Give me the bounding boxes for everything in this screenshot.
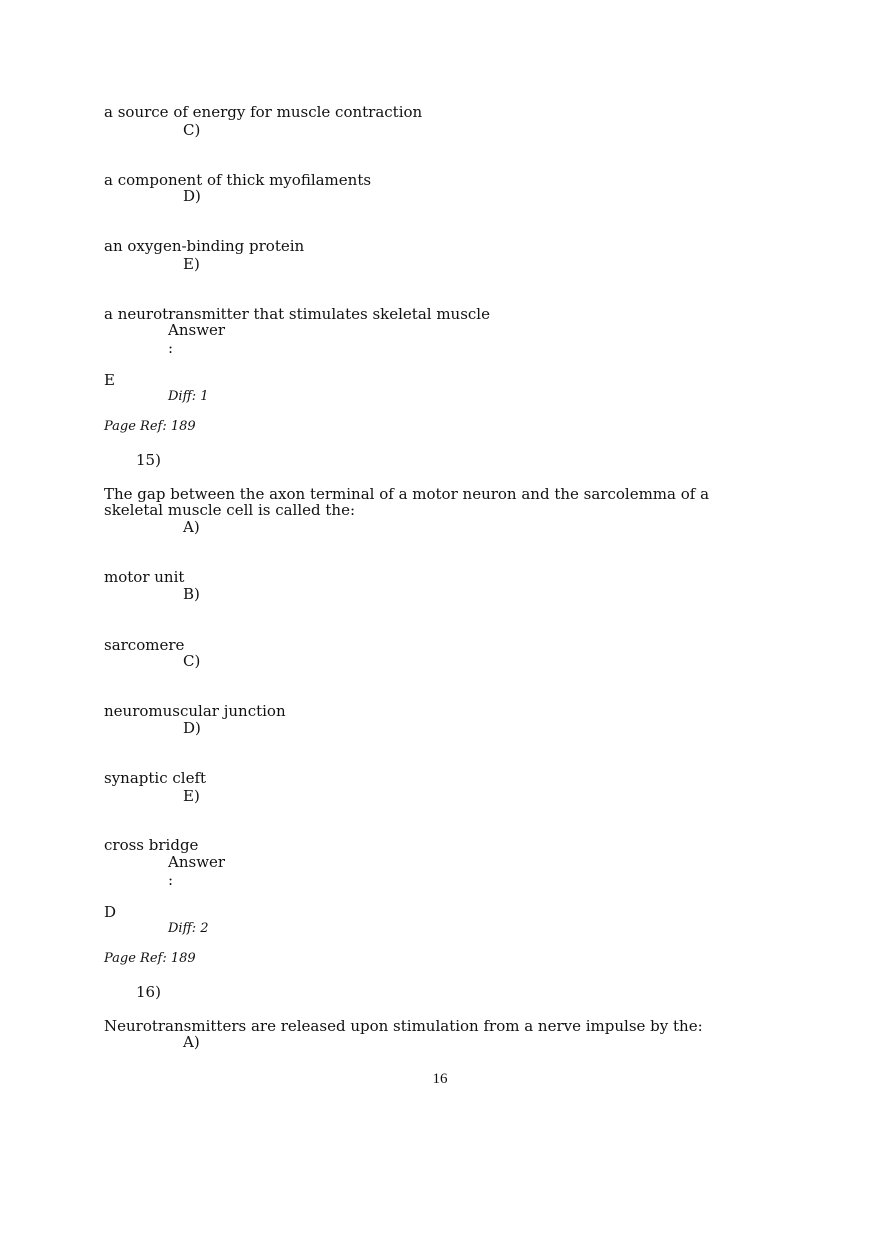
q14-option-e-letter: E) bbox=[183, 255, 200, 273]
q14-page-ref: Page Ref: 189 bbox=[104, 419, 196, 434]
q15-option-d-letter: D) bbox=[183, 719, 201, 737]
page-number: 16 bbox=[432, 1071, 448, 1087]
q15-question: The gap between the axon terminal of a motor neuron and the sarcolemma of a skeletal muscle cell is called the: bbox=[104, 485, 710, 519]
q14-option-c-letter: C) bbox=[183, 121, 201, 139]
q15-option-b-text: sarcomere bbox=[104, 636, 185, 654]
q14-difficulty: Diff: 1 bbox=[168, 389, 209, 404]
q14-answer-colon: : bbox=[168, 339, 174, 357]
q14-answer-value: E bbox=[104, 371, 115, 389]
q15-answer-colon: : bbox=[168, 871, 174, 889]
q16-option-a-letter: A) bbox=[183, 1033, 200, 1051]
q15-option-e-text: cross bridge bbox=[104, 836, 199, 854]
q15-option-d-text: synaptic cleft bbox=[104, 769, 207, 787]
q16-number: 16) bbox=[136, 983, 161, 1001]
q14-option-c-text: a component of thick myofilaments bbox=[104, 171, 372, 189]
q14-option-e-text: a neurotransmitter that stimulates skeletal muscle bbox=[104, 305, 490, 323]
q16-question: Neurotransmitters are released upon stimulation from a nerve impulse by the: bbox=[104, 1017, 703, 1035]
q15-number: 15) bbox=[136, 451, 161, 469]
q15-option-a-letter: A) bbox=[183, 518, 200, 536]
q15-difficulty: Diff: 2 bbox=[168, 921, 209, 936]
q15-option-e-letter: E) bbox=[183, 787, 200, 805]
q15-option-b-letter: B) bbox=[183, 585, 200, 603]
q14-option-d-letter: D) bbox=[183, 187, 201, 205]
q15-answer-value: D bbox=[104, 903, 117, 921]
q15-option-c-letter: C) bbox=[183, 652, 201, 670]
q14-option-b-text: a source of energy for muscle contraction bbox=[104, 103, 423, 121]
q15-answer-label: Answer bbox=[168, 853, 226, 871]
q14-option-d-text: an oxygen-binding protein bbox=[104, 237, 305, 255]
q14-answer-label: Answer bbox=[168, 321, 226, 339]
q15-option-a-text: motor unit bbox=[104, 568, 185, 586]
q15-option-c-text: neuromuscular junction bbox=[104, 702, 286, 720]
q15-page-ref: Page Ref: 189 bbox=[104, 951, 196, 966]
